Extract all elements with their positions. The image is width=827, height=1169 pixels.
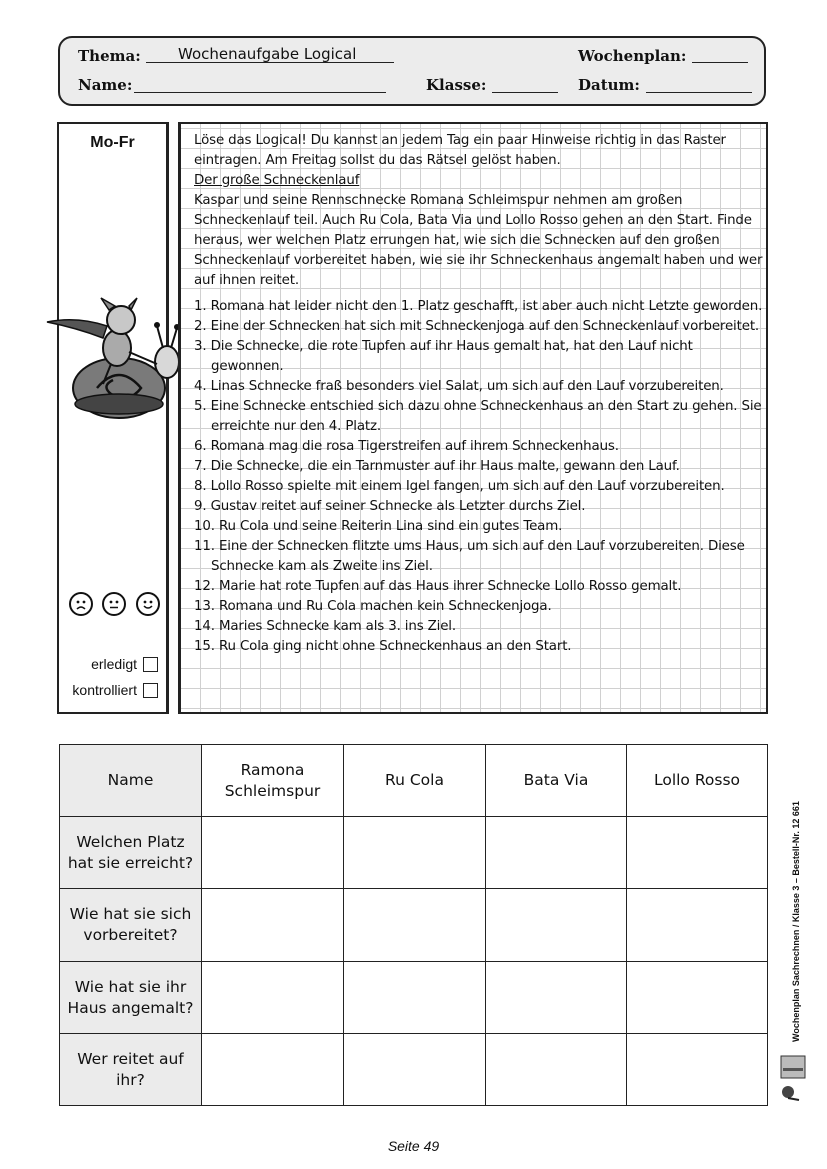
task-text — [194, 131, 766, 657]
klasse-field[interactable] — [492, 74, 558, 93]
answer-cell[interactable] — [627, 889, 768, 962]
thema-value: Wochenaufgabe Logical — [178, 45, 357, 63]
wochenplan-field[interactable] — [692, 44, 748, 63]
datum-field[interactable] — [646, 74, 752, 93]
table-corner-header: Name — [60, 745, 202, 817]
thema-label: Thema: — [78, 47, 141, 65]
happy-face-icon[interactable] — [136, 592, 160, 616]
task-intro: Löse das Logical! Du kannst an jedem Tag ein paar Hinweise richtig in das Raster eintragen. Am Freitag sollst du das Rätsel gelöst haben. — [194, 133, 726, 168]
name-label: Name: — [78, 76, 133, 94]
hint-item: 11. Eine der Schnecken flitzte ums Haus, um sich auf den Lauf vorzubereiten. Diese Schnecke kam als Zweite ins Ziel. — [194, 539, 745, 574]
column-header: Ru Cola — [344, 745, 486, 817]
erledigt-checkbox[interactable] — [143, 657, 158, 672]
hint-item: 15. Ru Cola ging nicht ohne Schneckenhaus an den Start. — [194, 639, 572, 654]
answer-cell[interactable] — [202, 1034, 344, 1106]
hint-item: 1. Romana hat leider nicht den 1. Platz geschafft, ist aber auch nicht Letzte geworden. — [194, 299, 763, 314]
day-label: Mo-Fr — [90, 134, 135, 151]
datum-label: Datum: — [578, 76, 640, 94]
row-header: Wie hat sie ihr Haus angemalt? — [60, 962, 202, 1034]
answer-cell[interactable] — [486, 889, 627, 962]
publisher-logo-icon — [779, 1054, 809, 1102]
column-header: Lollo Rosso — [627, 745, 768, 817]
answer-cell[interactable] — [344, 889, 486, 962]
day-sidebar — [57, 122, 169, 714]
hint-item: 9. Gustav reitet auf seiner Schnecke als Letzter durchs Ziel. — [194, 499, 586, 514]
hint-item: 12. Marie hat rote Tupfen auf das Haus ihrer Schnecke Lollo Rosso gemalt. — [194, 579, 682, 594]
row-header: Wie hat sie sich vorbereitet? — [60, 889, 202, 962]
hint-item: 2. Eine der Schnecken hat sich mit Schneckenjoga auf den Schneckenlauf vorbereitet. — [194, 319, 760, 334]
erledigt-label: erledigt — [91, 656, 137, 672]
answer-cell[interactable] — [202, 817, 344, 889]
answer-cell[interactable] — [344, 817, 486, 889]
name-field[interactable] — [134, 74, 386, 93]
answer-cell[interactable] — [486, 1034, 627, 1106]
hint-item: 4. Linas Schnecke fraß besonders viel Salat, um sich auf den Lauf vorzubereiten. — [194, 379, 724, 394]
answer-cell[interactable] — [486, 962, 627, 1034]
answer-cell[interactable] — [344, 962, 486, 1034]
hint-item: 14. Maries Schnecke kam als 3. ins Ziel. — [194, 619, 456, 634]
snail-rider-illustration — [37, 296, 187, 426]
answer-cell[interactable] — [344, 1034, 486, 1106]
worksheet-header — [58, 36, 766, 106]
kontrolliert-row — [72, 682, 158, 698]
sad-face-icon[interactable] — [69, 592, 93, 616]
task-box — [178, 122, 768, 714]
logic-grid-table — [59, 744, 768, 1106]
answer-cell[interactable] — [627, 962, 768, 1034]
page-number: Seite 49 — [387, 1138, 440, 1154]
kontrolliert-checkbox[interactable] — [143, 683, 158, 698]
hint-item: 5. Eine Schnecke entschied sich dazu ohne Schneckenhaus an den Start zu gehen. Sie erreichte nur den 4. Platz. — [194, 399, 762, 434]
answer-cell[interactable] — [202, 889, 344, 962]
wochenplan-label: Wochenplan: — [578, 47, 687, 65]
kontrolliert-label: kontrolliert — [72, 682, 137, 698]
row-header: Wer reitet auf ihr? — [60, 1034, 202, 1106]
row-header: Welchen Platz hat sie erreicht? — [60, 817, 202, 889]
column-header: Bata Via — [486, 745, 627, 817]
hint-item: 3. Die Schnecke, die rote Tupfen auf ihr Haus gemalt hat, hat den Lauf nicht gewonnen. — [194, 339, 693, 374]
neutral-face-icon[interactable] — [102, 592, 126, 616]
answer-cell[interactable] — [202, 962, 344, 1034]
hint-item: 13. Romana und Ru Cola machen kein Schneckenjoga. — [194, 599, 552, 614]
answer-cell[interactable] — [486, 817, 627, 889]
story-title: Der große Schneckenlauf — [194, 173, 360, 188]
erledigt-row — [91, 656, 158, 672]
hint-item: 8. Lollo Rosso spielte mit einem Igel fangen, um sich auf den Lauf vorzubereiten. — [194, 479, 725, 494]
hint-item: 6. Romana mag die rosa Tigerstreifen auf ihrem Schneckenhaus. — [194, 439, 619, 454]
story-text: Kaspar und seine Rennschnecke Romana Schleimspur nehmen am großen Schneckenlauf teil. Auch Ru Cola, Bata Via und Lollo Rosso gehen an den Start. Finde heraus, wer welchen Platz errungen hat, wie sich die Schnecken auf den großen Schneckenlauf vorbereitet haben, wie sie ihr Schneckenhaus angemalt haben und wer auf ihnen reitet. — [194, 193, 763, 288]
klasse-label: Klasse: — [426, 76, 487, 94]
answer-cell[interactable] — [627, 1034, 768, 1106]
column-header: Ramona Schleimspur — [202, 745, 344, 817]
hint-item: 7. Die Schnecke, die ein Tarnmuster auf ihr Haus malte, gewann den Lauf. — [194, 459, 680, 474]
hint-item: 10. Ru Cola und seine Reiterin Lina sind ein gutes Team. — [194, 519, 563, 534]
answer-cell[interactable] — [627, 817, 768, 889]
side-publisher-text: Wochenplan Sachrechnen / Klasse 3 – Bestell-Nr. 12 661 — [791, 801, 801, 1042]
